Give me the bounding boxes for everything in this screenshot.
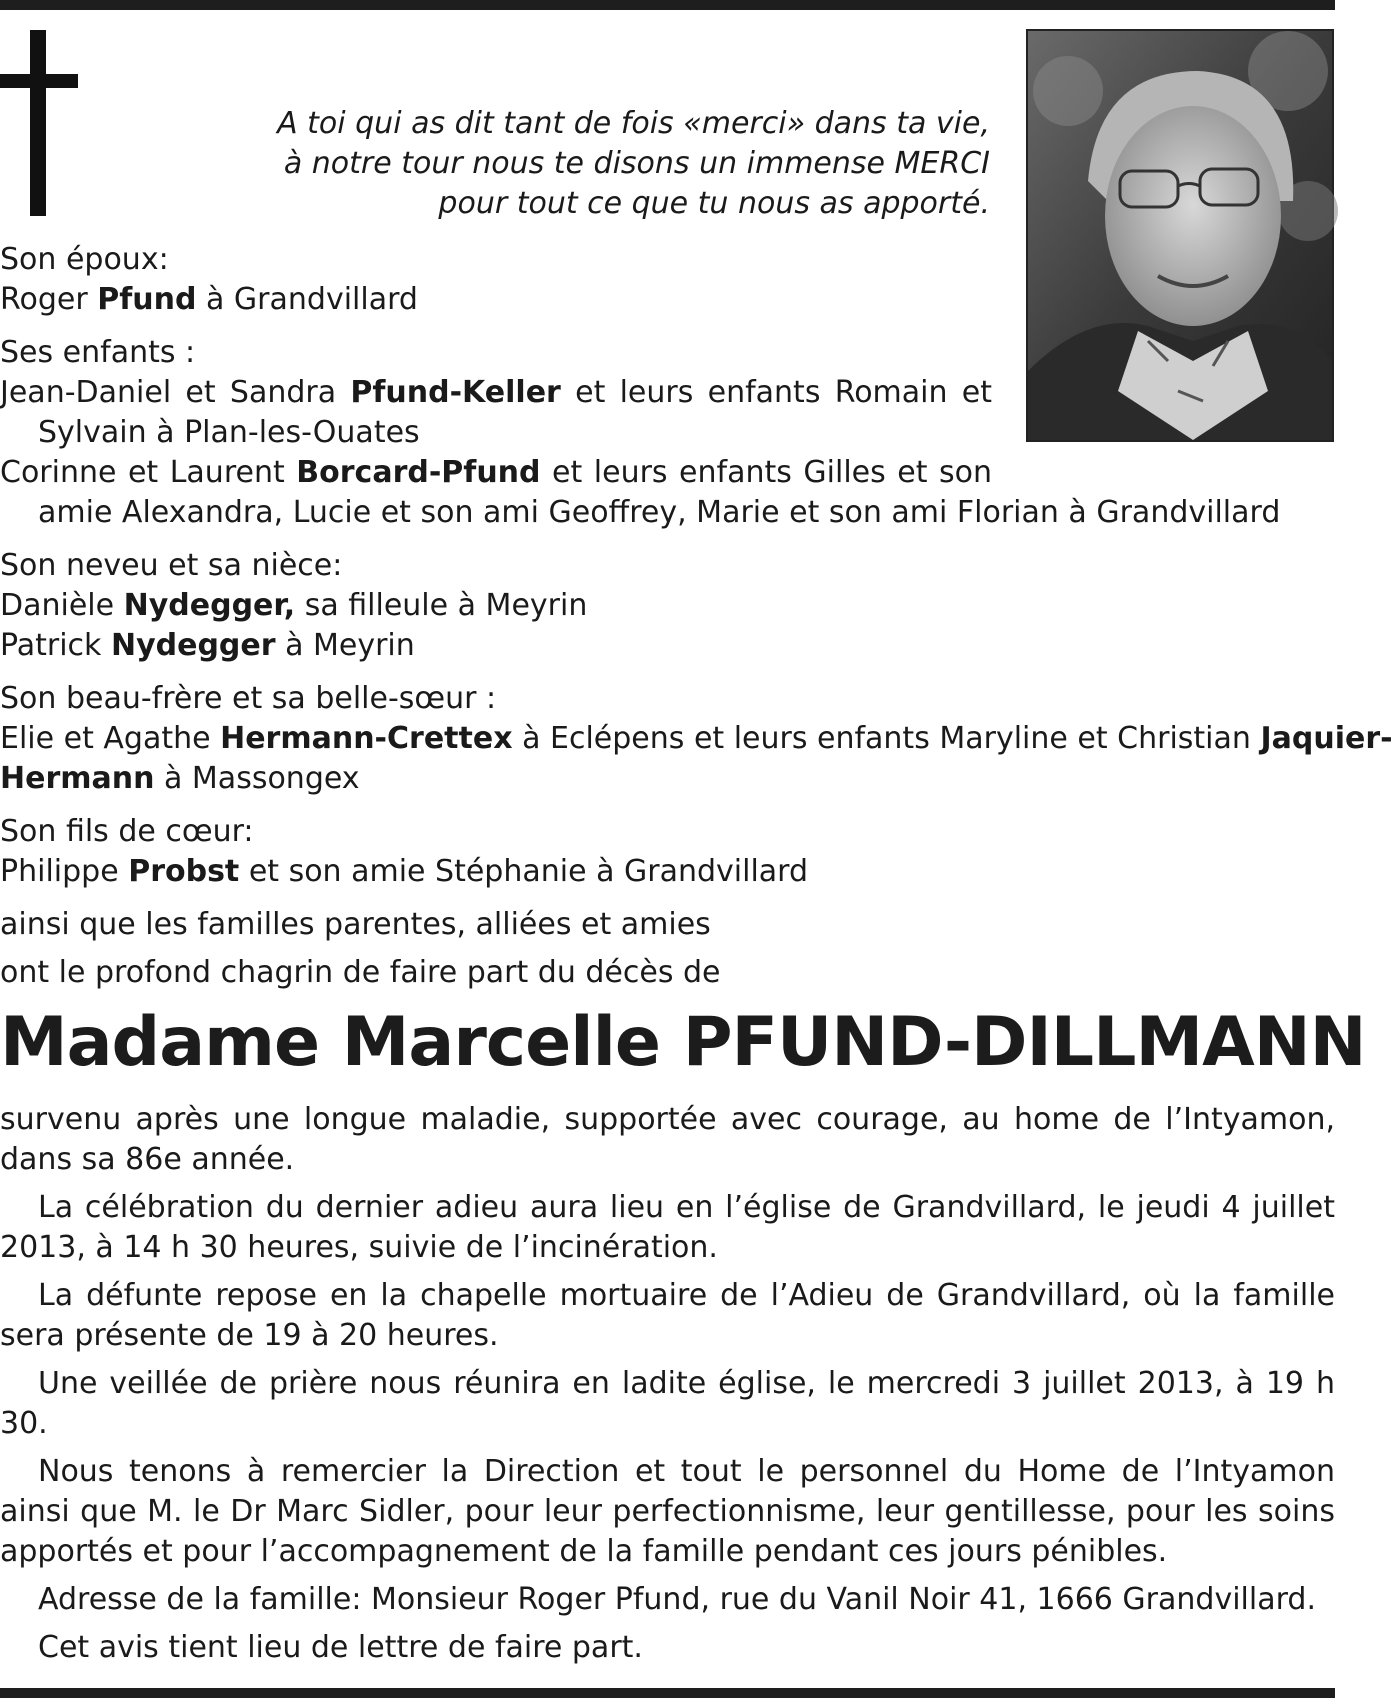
bottom-rule	[0, 1688, 1335, 1698]
spouse-heading: Son époux:	[0, 242, 169, 277]
heartson-entry: Philippe Probst et son amie Stéphanie à Grandvillard	[0, 854, 809, 889]
child-entry-cont: Sylvain à Plan-les-Ouates	[38, 415, 420, 450]
body-paragraph: La célébration du dernier adieu aura lieu en l’église de Grandvillard, le jeudi 4 juillet 2013, à 14 h 30 heures, suivie de l’incinération.	[0, 1190, 1335, 1265]
quote-line: à notre tour nous te disons un immense MERCI	[283, 146, 990, 181]
heartson-heading: Son fils de cœur:	[0, 814, 254, 849]
quote-line: pour tout ce que tu nous as apporté.	[438, 186, 990, 221]
notice-body	[0, 1100, 1335, 1676]
memorial-quote	[250, 104, 990, 224]
child-entry: Jean-Daniel et Sandra Pfund-Keller et leurs enfants Romain et	[0, 375, 992, 410]
closing-line: ont le profond chagrin de faire part du décès de	[0, 955, 721, 990]
niece-entry: Danièle Nydegger, sa filleule à Meyrin	[0, 588, 588, 623]
quote-line: A toi qui as dit tant de fois «merci» dans ta vie,	[277, 106, 990, 141]
deceased-name: Madame Marcelle PFUND-DILLMANN	[0, 1003, 1366, 1082]
nephew-entry: Patrick Nydegger à Meyrin	[0, 628, 415, 663]
top-rule	[0, 0, 1335, 10]
child-entry-cont: amie Alexandra, Lucie et son ami Geoffrey, Marie et son ami Florian à Grandvillard	[38, 495, 1281, 530]
nephew-heading: Son neveu et sa nièce:	[0, 548, 343, 583]
inlaws-entry-cont: Hermann à Massongex	[0, 761, 360, 796]
closing-line: ainsi que les familles parentes, alliées et amies	[0, 907, 711, 942]
body-paragraph: Nous tenons à remercier la Direction et tout le personnel du Home de l’Intyamon ainsi que M. le Dr Marc Sidler, pour leur perfectionnisme, leur gentillesse, pour les soins apportés et pour l’accompagnement de la famille pendant ces jours pénibles.	[0, 1454, 1335, 1569]
children-heading: Ses enfants :	[0, 335, 196, 370]
body-paragraph: survenu après une longue maladie, supportée avec courage, au home de l’Intyamon, dans sa 86e année.	[0, 1102, 1335, 1177]
family-list	[0, 240, 1393, 993]
family-address: Adresse de la famille: Monsieur Roger Pfund, rue du Vanil Noir 41, 1666 Grandvillard.	[38, 1582, 1316, 1617]
cross-icon	[0, 30, 78, 216]
body-paragraph: Une veillée de prière nous réunira en ladite église, le mercredi 3 juillet 2013, à 19 h 30.	[0, 1366, 1335, 1441]
inlaws-entry: Elie et Agathe Hermann-Crettex à Eclépens et leurs enfants Maryline et Christian Jaquier-	[0, 721, 1393, 756]
spouse-entry: Roger Pfund à Grandvillard	[0, 282, 418, 317]
notice-footer: Cet avis tient lieu de lettre de faire part.	[38, 1630, 643, 1665]
child-entry: Corinne et Laurent Borcard-Pfund et leurs enfants Gilles et son	[0, 455, 992, 490]
body-paragraph: La défunte repose en la chapelle mortuaire de l’Adieu de Grandvillard, où la famille sera présente de 19 à 20 heures.	[0, 1278, 1335, 1353]
inlaws-heading: Son beau-frère et sa belle-sœur :	[0, 681, 497, 716]
